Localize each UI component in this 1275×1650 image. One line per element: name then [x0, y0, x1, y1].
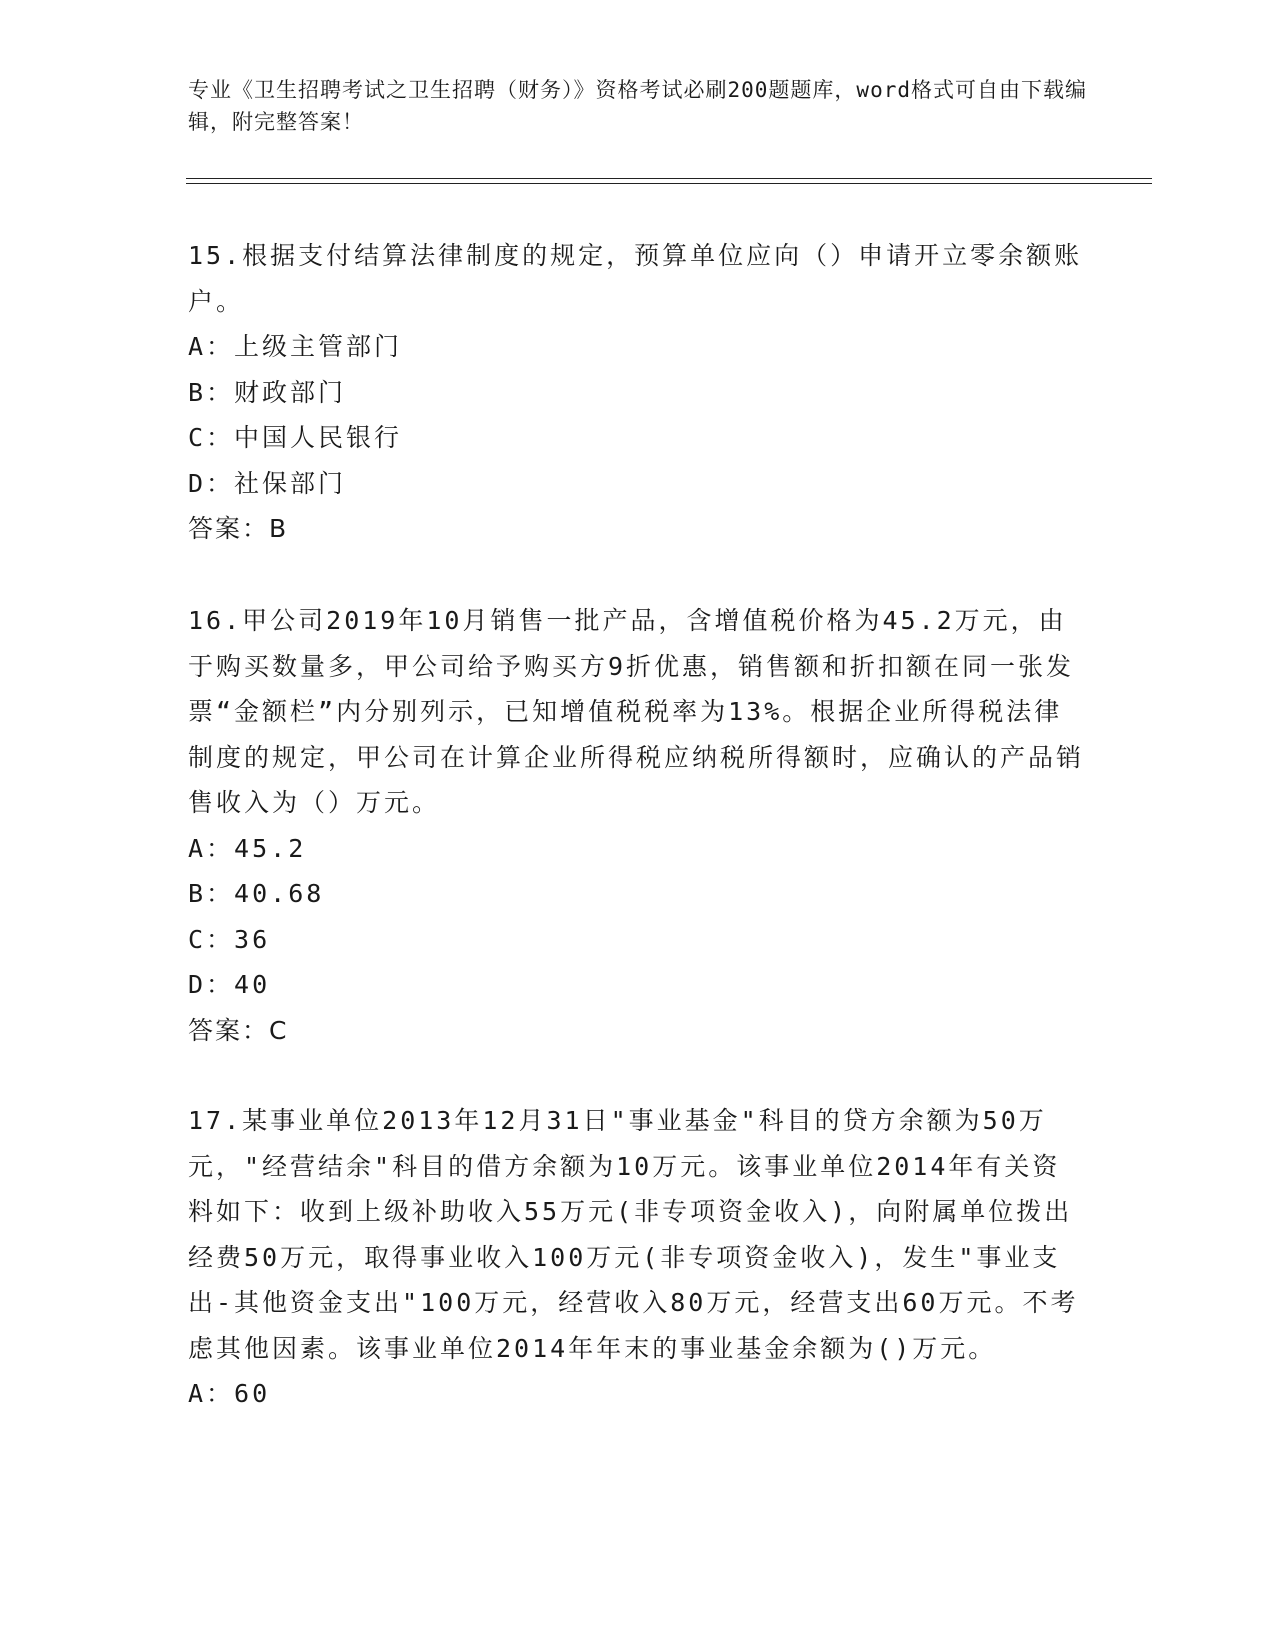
question-text: 15.根据支付结算法律制度的规定，预算单位应向（）申请开立零余额账户。: [188, 241, 1083, 316]
question-16: [188, 598, 1088, 1053]
header-divider-bottom: [186, 183, 1152, 184]
option-a: A：60: [188, 1379, 271, 1408]
header-divider-top: [186, 178, 1152, 179]
header-intro-text: 专业《卫生招聘考试之卫生招聘（财务）》资格考试必刷200题题库，word格式可自由下载编辑，附完整答案！: [188, 78, 1087, 134]
option-a: A：45.2: [188, 833, 307, 863]
question-text: 17.某事业单位2013年12月31日"事业基金"科目的贷方余额为50万元，"经营结余"科目的借方余额为10万元。该事业单位2014年有关资料如下：收到上级补助收入55万元(非专项资金收入)，向附属单位拨出经费50万元，取得事业收入100万元(非专项资金收入)，发生"事业支出-其他资金支出"100万元，经营收入80万元，经营支出60万元。不考虑其他因素。该事业单位2014年年末的事业基金余额为()万元。: [188, 1106, 1079, 1363]
document-header: [188, 74, 1088, 138]
option-a: A：上级主管部门: [188, 332, 403, 361]
option-c: C：中国人民银行: [188, 423, 403, 452]
option-b: B：40.68: [188, 879, 325, 908]
question-15: [188, 233, 1088, 552]
option-c: C：36: [188, 924, 271, 954]
answer-label: 答案：B: [188, 514, 289, 543]
option-b: B：财政部门: [188, 377, 347, 407]
answer-label: 答案：C: [188, 1015, 289, 1045]
option-d: D：40: [188, 970, 271, 999]
question-17: [188, 1098, 1088, 1417]
question-text: 16.甲公司2019年10月销售一批产品，含增值税价格为45.2万元，由于购买数量多，甲公司给予购买方9折优惠，销售额和折扣额在同一张发票“金额栏”内分别列示，已知增值税税率为13%。根据企业所得税法律制度的规定，甲公司在计算企业所得税应纳税所得额时，应确认的产品销售收入为（）万元。: [188, 606, 1085, 817]
option-d: D：社保部门: [188, 468, 347, 498]
